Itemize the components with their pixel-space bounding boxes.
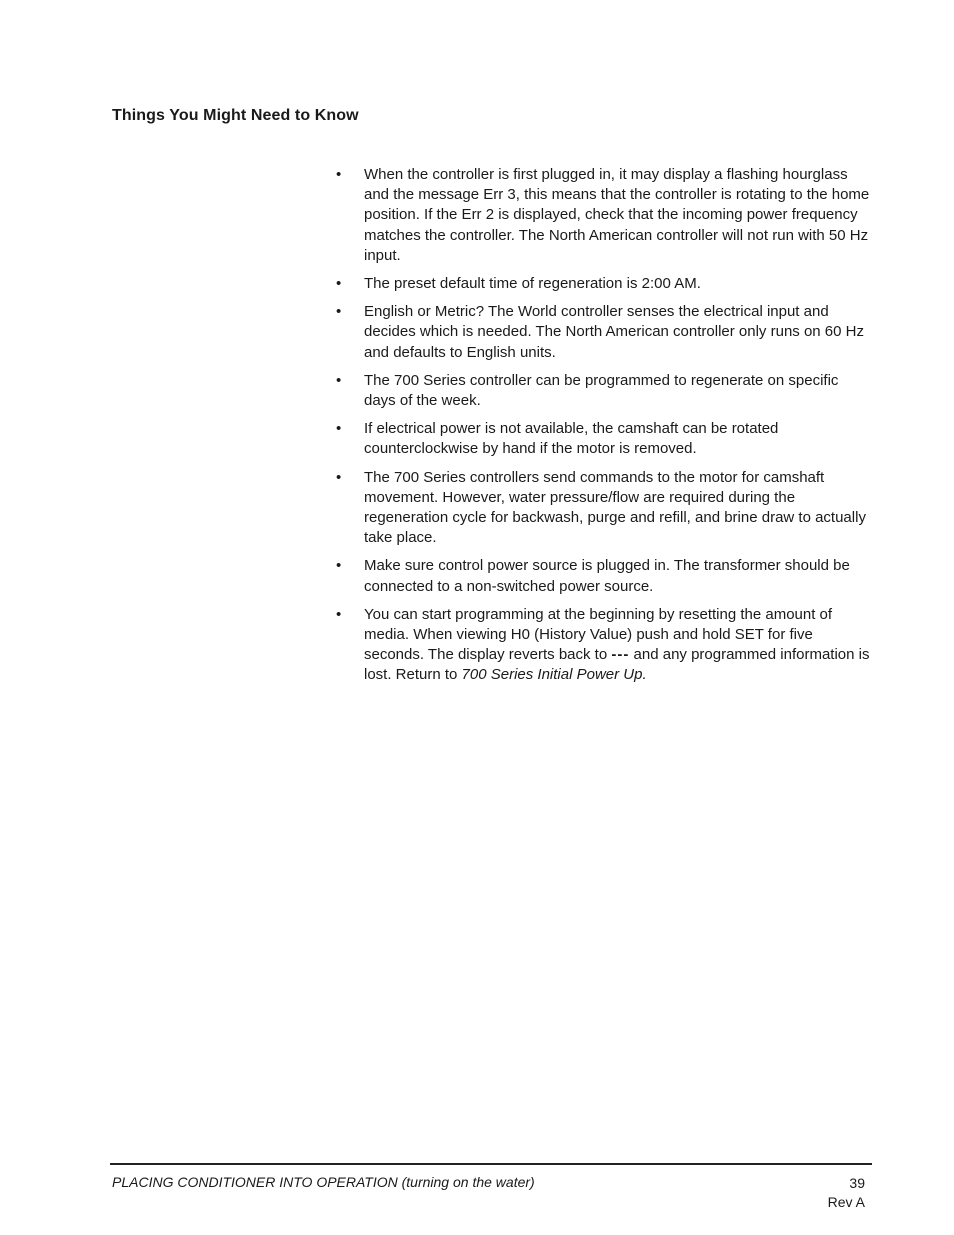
section-reference: 700 Series Initial Power Up xyxy=(461,666,643,684)
revision-label: Rev A xyxy=(827,1194,865,1210)
footer-rule xyxy=(110,1163,872,1165)
info-bullet-list xyxy=(336,165,872,694)
bullet-item: • When the controller is first plugged in, it may display a flashing hourglass and the message Err 3, this means that the controller is rotating to the home position. If the Err 2 is displayed, check that the incoming power frequency matches the controller. The North American controller will not run with 50 Hz input. xyxy=(336,166,870,264)
bullet-item: • The 700 Series controller can be programmed to regenerate on specific days of the week. xyxy=(336,371,839,410)
bullet-item: • The preset default time of regeneration is 2:00 AM. xyxy=(336,274,872,294)
bullet-item: • If electrical power is not available, the camshaft can be rotated counterclockwise by hand if the motor is removed. xyxy=(336,420,779,458)
bullet-dot-icon: • xyxy=(336,303,342,321)
bullet-dot-icon: • xyxy=(336,420,342,438)
bullet-dot-icon: • xyxy=(336,371,342,389)
bullet-dot-icon: • xyxy=(336,468,342,486)
bullet-item-reset: • You can start programming at the beginning by resetting the amount of media. When viewing H0 (History Value) push and hold SET for five seconds. The display reverts back to --- and any programmed information is lost. Return to 700 Series Initial Power Up. xyxy=(336,605,870,684)
display-dashes: --- xyxy=(611,646,630,664)
bullet-item: • Make sure control power source is plugged in. The transformer should be connected to a non-switched power source. xyxy=(336,557,850,595)
footer-page-info xyxy=(828,1174,865,1212)
bullet-item: • The 700 Series controllers send commands to the motor for camshaft movement. However, water pressure/flow are required during the regeneration cycle for backwash, purge and refill, and brine draw to actually take place. xyxy=(336,468,866,547)
bullet-dot-icon: • xyxy=(336,605,342,623)
footer-section-title: PLACING CONDITIONER INTO OPERATION (turning on the water) xyxy=(112,1174,535,1190)
bullet-dot-icon: • xyxy=(336,275,342,293)
bullet-item: • English or Metric? The World controller senses the electrical input and decides which is needed. The North American controller only runs on 60 Hz and defaults to English units. xyxy=(336,303,864,361)
section-heading: Things You Might Need to Know xyxy=(112,107,359,124)
page-number: 39 xyxy=(849,1175,865,1191)
bullet-dot-icon: • xyxy=(336,557,342,575)
bullet-dot-icon: • xyxy=(336,166,342,183)
